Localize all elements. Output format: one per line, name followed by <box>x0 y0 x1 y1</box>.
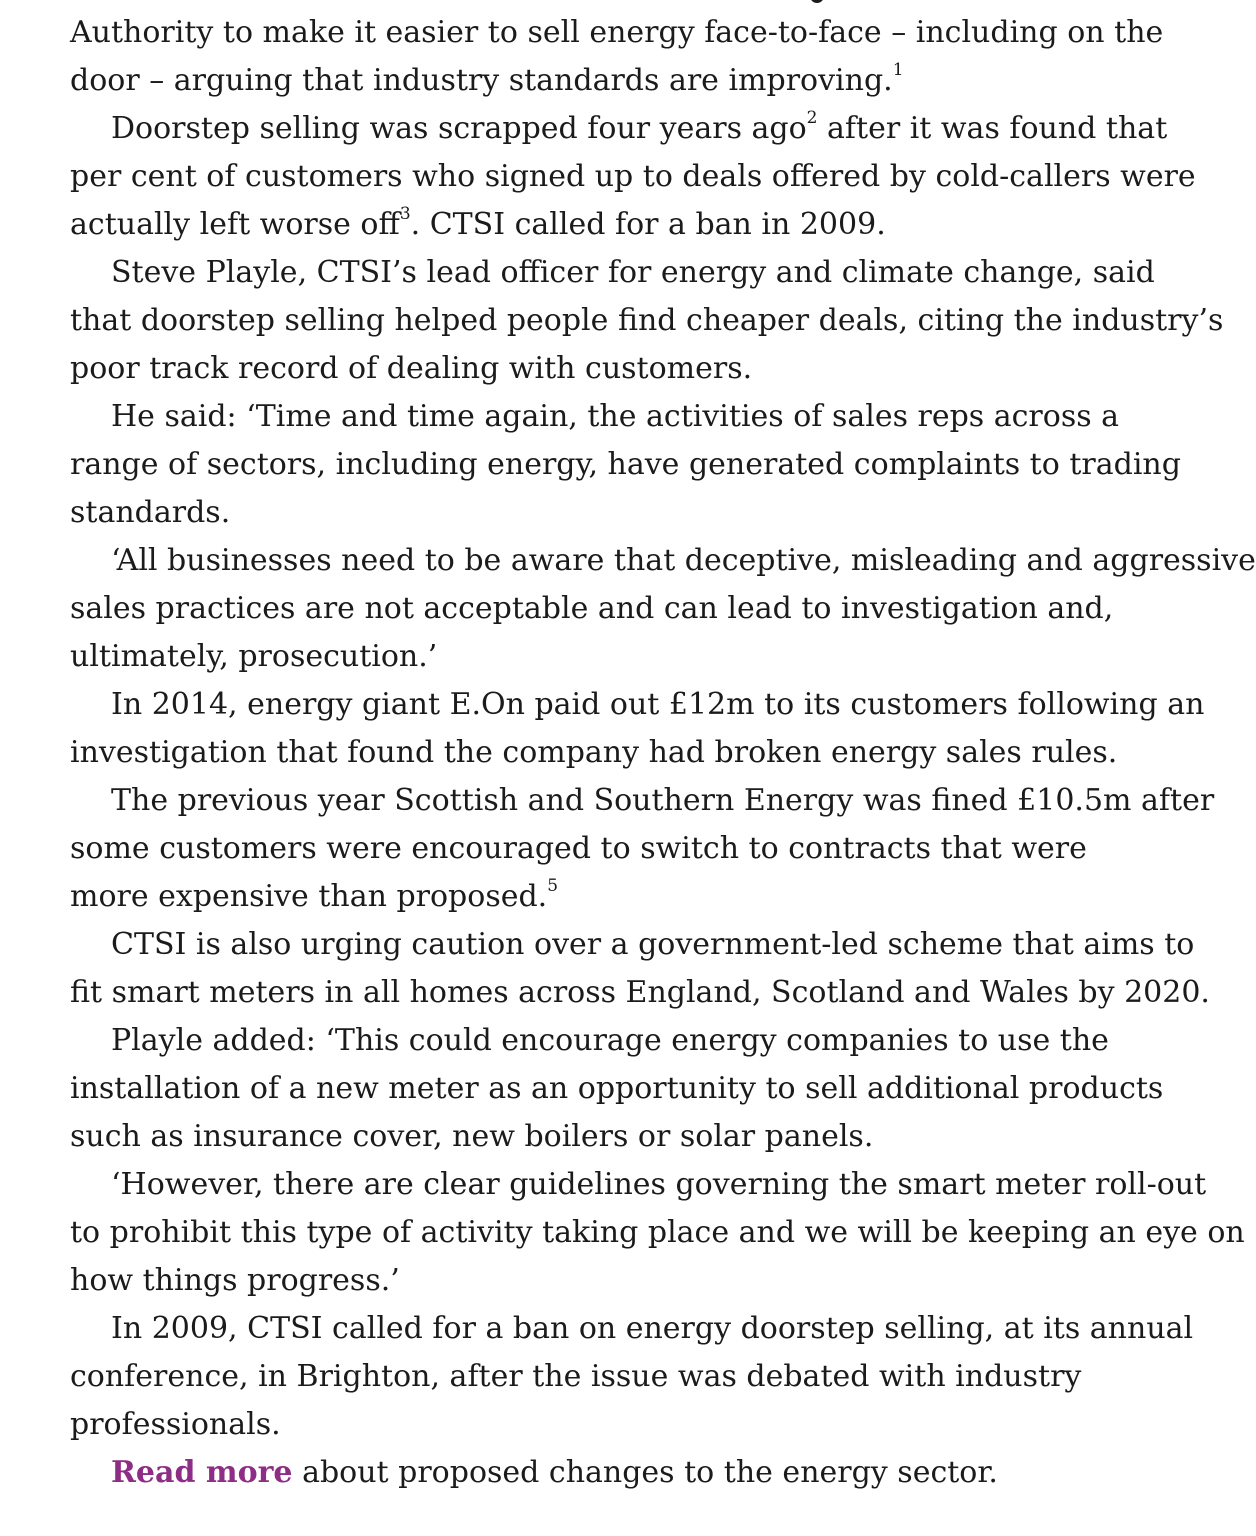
article-line-14: ultimately, prosecution.’ <box>70 639 438 674</box>
article-line-18: some customers were encouraged to switch to contracts that were <box>70 831 1087 866</box>
article-line-2: door – arguing that industry standards are improving.$^1$ <box>70 60 904 98</box>
article-line-23: installation of a new meter as an opportunity to sell additional products <box>70 1071 1164 1106</box>
article-line-25: ‘However, there are clear guidelines governing the smart meter roll-out <box>111 1167 1207 1202</box>
article-line-15: In 2014, energy giant E.On paid out £12m to its customers following an <box>111 687 1205 722</box>
article-body <box>70 9 1256 1497</box>
article-line-22: Playle added: ‘This could encourage energy companies to use the <box>111 1023 1109 1058</box>
article-line-3: Doorstep selling was scrapped four years ago$^2$ after it was found that <box>111 108 1168 146</box>
article-line-8: poor track record of dealing with customers. <box>70 351 753 386</box>
footnote-ref-2: 2 <box>806 108 818 128</box>
article-line-28: In 2009, CTSI called for a ban on energy doorstep selling, at its annual <box>111 1311 1194 1346</box>
article-line-20: CTSI is also urging caution over a government-led scheme that aims to <box>111 927 1195 962</box>
article-line-19: more expensive than proposed.$^5$ <box>70 876 559 914</box>
footnote-ref-5: 5 <box>547 876 559 896</box>
article-line-12: ‘All businesses need to be aware that deceptive, misleading and aggressive <box>111 543 1256 578</box>
article-line-5: actually left worse off$^3$. CTSI called for a ban in 2009. <box>70 204 886 242</box>
article-line-21: fit smart meters in all homes across England, Scotland and Wales by 2020. <box>70 975 1210 1010</box>
article-line-7: that doorstep selling helped people find cheaper deals, citing the industry’s <box>70 303 1224 338</box>
article-line-4: per cent of customers who signed up to deals offered by cold-callers were <box>70 159 1196 194</box>
read-more-link[interactable]: Read more <box>111 1455 293 1490</box>
footnote-ref-1: 1 <box>892 60 904 80</box>
article-line-26: to prohibit this type of activity taking place and we will be keeping an eye on <box>70 1215 1245 1250</box>
article-line-16: investigation that found the company had broken energy sales rules. <box>70 735 1118 770</box>
article-line-13: sales practices are not acceptable and can lead to investigation and, <box>70 591 1114 626</box>
article-line-29: conference, in Brighton, after the issue was debated with industry <box>70 1359 1082 1394</box>
article-line-17: The previous year Scottish and Southern Energy was fined £10.5m after <box>111 783 1215 818</box>
footnote-ref-3: 3 <box>399 204 411 224</box>
article-line-30: professionals. <box>70 1407 281 1442</box>
article-line-1: Authority to make it easier to sell energy face-to-face – including on the <box>70 15 1164 50</box>
article-line-6: Steve Playle, CTSI’s lead officer for energy and climate change, said <box>111 255 1155 290</box>
article-line-24: such as insurance cover, new boilers or solar panels. <box>70 1119 874 1154</box>
read-more-line <box>70 1449 1170 1497</box>
article-line-10: range of sectors, including energy, have generated complaints to trading <box>70 447 1181 482</box>
article-line-27: how things progress.’ <box>70 1263 400 1298</box>
read-more-rest: about proposed changes to the energy sector. <box>292 1455 998 1490</box>
article-line-9: He said: ‘Time and time again, the activities of sales reps across a <box>111 399 1120 434</box>
clipped-glyph-top <box>800 0 830 6</box>
article-line-11: standards. <box>70 495 231 530</box>
